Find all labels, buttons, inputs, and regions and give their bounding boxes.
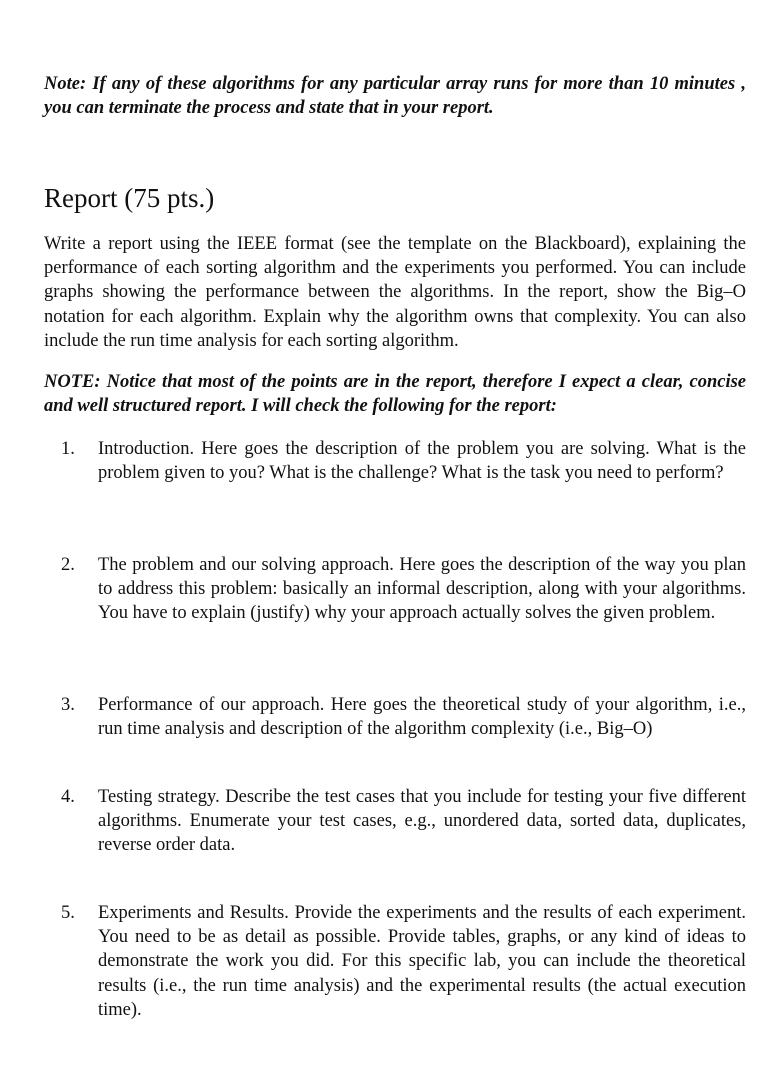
list-item-number: 1. (61, 439, 75, 459)
list-item-number: 5. (61, 903, 75, 923)
report-expectations-note: NOTE: Notice that most of the points are in the report, therefore I expect a clear, concise and well structured report. I will check the following for the report: (44, 372, 746, 416)
list-item-approach (44, 553, 746, 626)
list-item-experiments (44, 901, 746, 1022)
list-item-number: 2. (61, 555, 75, 575)
report-heading: Report (75 pts.) (44, 183, 215, 213)
list-item-introduction (44, 437, 746, 485)
termination-note: Note: If any of these algorithms for any particular array runs for more than 10 minutes , you can terminate the process and state that in your report. (44, 74, 746, 118)
list-item-text: Testing strategy. Describe the test cases that you include for testing your five different algorithms. Enumerate your test cases, e.g., unordered data, sorted data, duplicates, reverse order data. (98, 787, 746, 856)
list-item-testing (44, 785, 746, 858)
list-item-text: The problem and our solving approach. Here goes the description of the way you plan to address this problem: basically an informal description, along with your algorithms. You have to explain (justify) why your approach actually solves the given problem. (98, 555, 746, 624)
list-item-number: 4. (61, 787, 75, 807)
list-item-number: 3. (61, 695, 75, 715)
list-item-text: Experiments and Results. Provide the experiments and the results of each experiment. You need to be as detail as possible. Provide tables, graphs, or any kind of ideas to demonstrate the work you did. For this specific lab, you can include the theoretical results (i.e., the run time analysis) and the experimental results (the actual execution time). (98, 903, 746, 1020)
report-instructions: Write a report using the IEEE format (see the template on the Blackboard), explaining the performance of each sorting algorithm and the experiments you performed. You can include graphs showing the performance between the algorithms. In the report, show the Big–O notation for each algorithm. Explain why the algorithm owns that complexity. You can also include the run time analysis for each sorting algorithm. (44, 234, 746, 351)
document-page (44, 72, 746, 1020)
list-item-performance (44, 693, 746, 741)
list-item-text: Performance of our approach. Here goes the theoretical study of your algorithm, i.e., run time analysis and description of the algorithm complexity (i.e., Big–O) (98, 695, 746, 740)
list-item-text: Introduction. Here goes the description of the problem you are solving. What is the problem given to you? What is the challenge? What is the task you need to perform? (98, 439, 746, 484)
